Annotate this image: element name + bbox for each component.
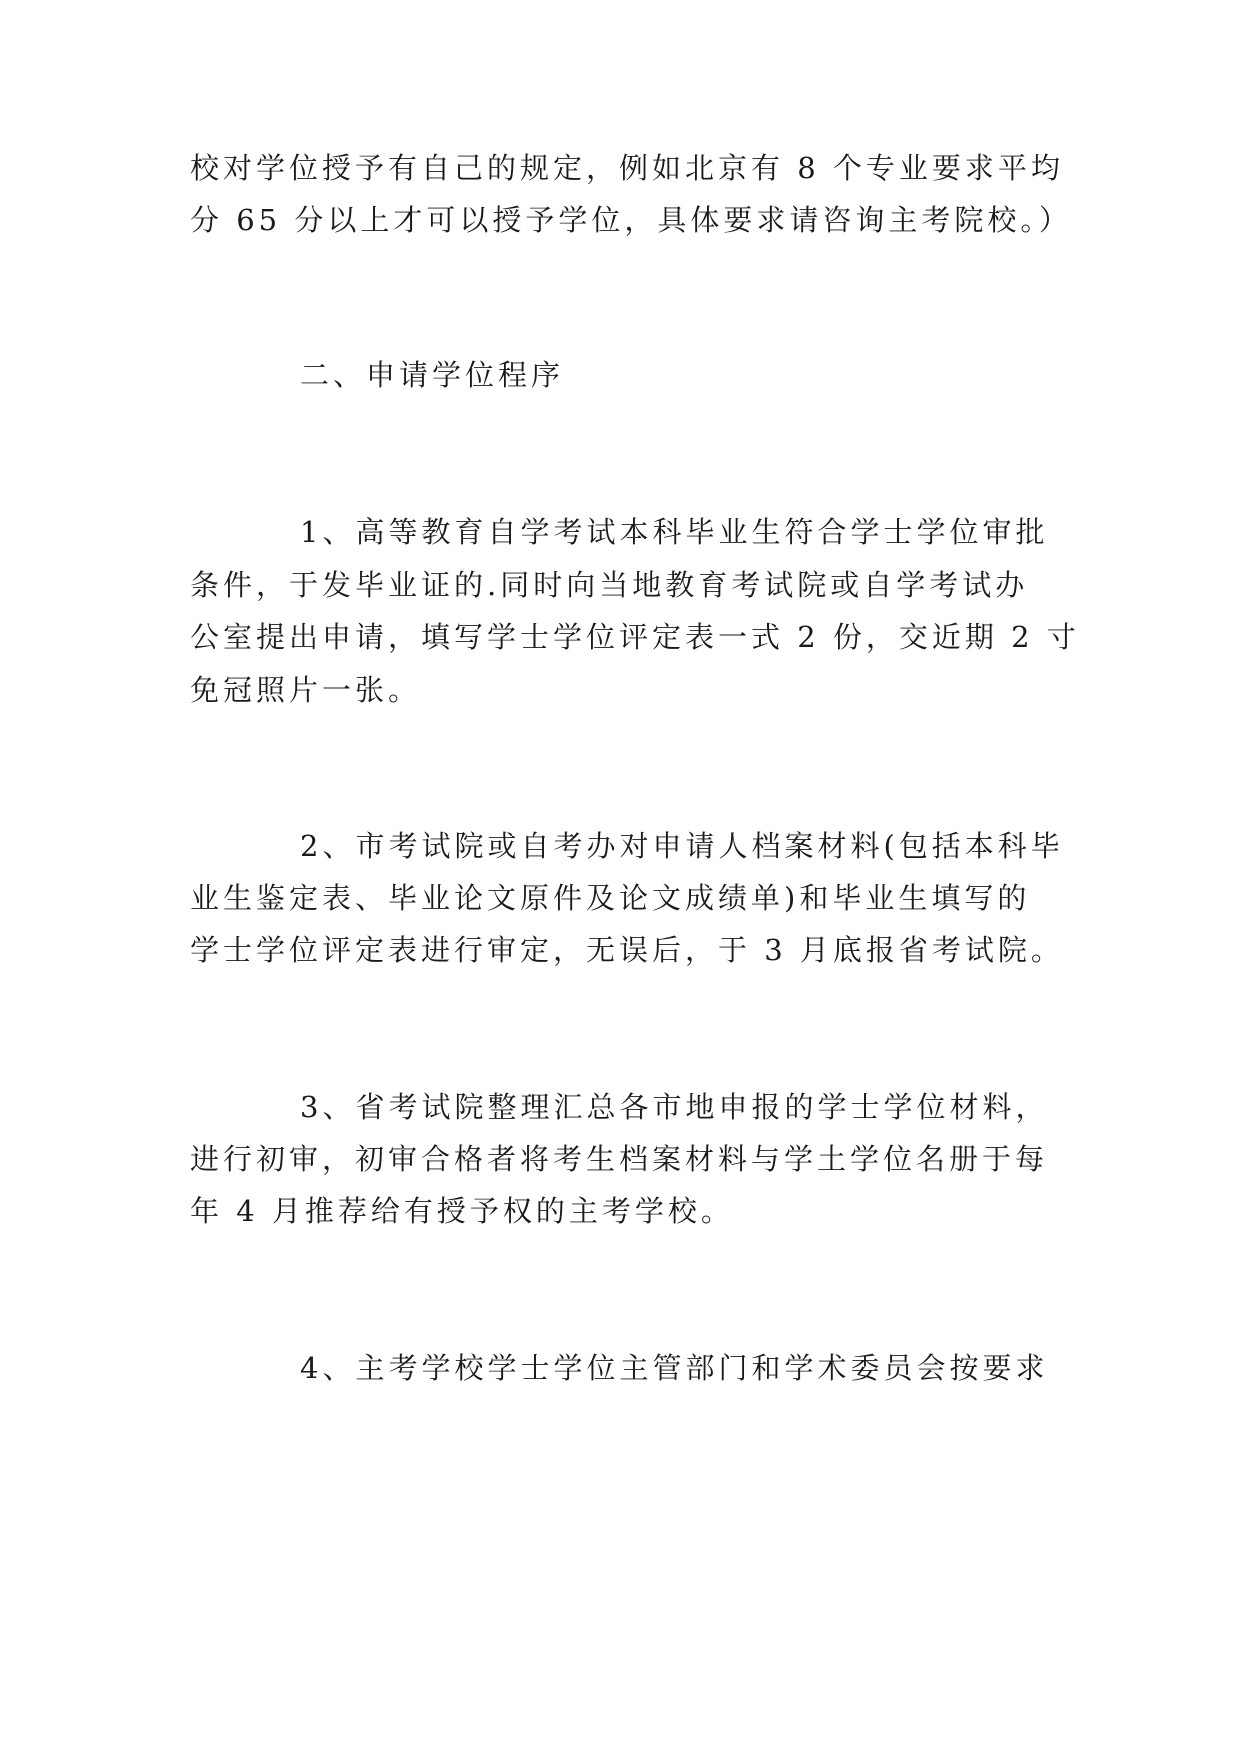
- paragraph-line: 免冠照片一张。: [190, 673, 422, 707]
- paragraph-line: 公室提出申请，填写学士学位评定表一式 2 份，交近期 2 寸: [190, 620, 1080, 654]
- paragraph-line: 校对学位授予有自己的规定，例如北京有 8 个专业要求平均: [190, 151, 1064, 185]
- section-heading: 二、申请学位程序: [300, 358, 565, 392]
- paragraph-line: 2、市考试院或自考办对申请人档案材料(包括本科毕: [300, 829, 1064, 863]
- paragraph-line: 1、高等教育自学考试本科毕业生符合学士学位审批: [300, 515, 1049, 549]
- paragraph-line: 业生鉴定表、毕业论文原件及论文成绩单)和毕业生填写的: [190, 881, 1031, 915]
- paragraph-line: 分 65 分以上才可以授予学位，具体要求请咨询主考院校。）: [190, 203, 1072, 237]
- paragraph-line: 进行初审，初审合格者将考生档案材料与学土学位名册于每: [190, 1142, 1049, 1176]
- paragraph-line: 4、主考学校学士学位主管部门和学术委员会按要求: [300, 1351, 1049, 1385]
- paragraph-line: 3、省考试院整理汇总各市地申报的学士学位材料，: [300, 1090, 1049, 1124]
- paragraph-line: 学士学位评定表进行审定，无误后，于 3 月底报省考试院。: [190, 933, 1064, 967]
- paragraph-line: 条件，于发毕业证的.同时向当地教育考试院或自学考试办: [190, 568, 1029, 602]
- paragraph-line: 年 4 月推荐给有授予权的主考学校。: [190, 1194, 734, 1228]
